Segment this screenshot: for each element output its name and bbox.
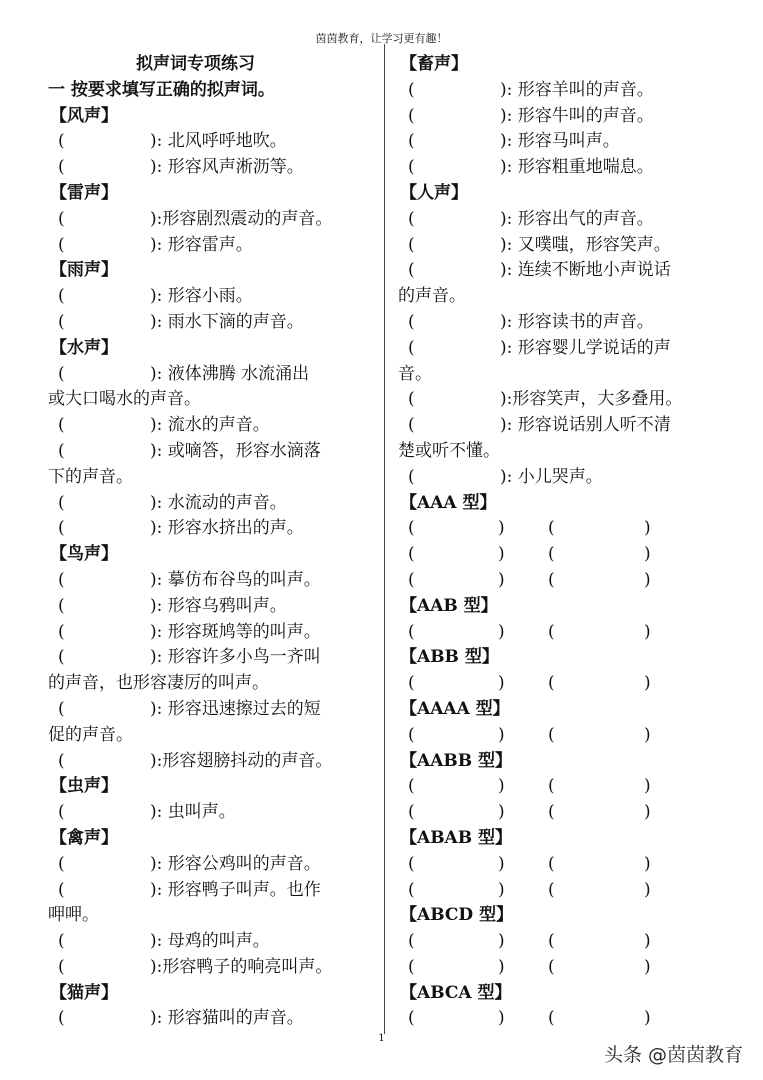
answer-blank-open: (	[58, 750, 65, 771]
answer-blank-open: (	[58, 234, 65, 255]
answer-blank-open: (	[408, 234, 415, 255]
answer-blank-close: )	[644, 931, 651, 952]
exercise-item	[48, 929, 373, 955]
answer-blank-open: (	[58, 1008, 65, 1029]
right-column	[398, 52, 728, 1032]
item-description-continued: 音。	[398, 363, 432, 384]
exercise-item	[48, 594, 373, 620]
answer-pair-row	[398, 620, 728, 646]
exercise-item	[48, 852, 373, 878]
exercise-item	[48, 310, 373, 336]
answer-blank-open: (	[408, 621, 415, 642]
exercise-item	[48, 620, 373, 646]
item-description-continued: 的声音，也形容凄厉的叫声。	[48, 673, 269, 694]
answer-blank-open: (	[548, 956, 555, 977]
answer-blank-open: (	[408, 260, 415, 281]
pattern-heading: 【ABCD 型】	[400, 905, 514, 926]
exercise-item	[48, 155, 373, 181]
answer-blank-close: )	[644, 544, 651, 565]
answer-pair-row	[398, 671, 728, 697]
answer-blank-open: (	[58, 621, 65, 642]
exercise-item	[398, 336, 728, 362]
page-number: 1	[378, 1033, 385, 1044]
item-description: ): 形容出气的声音。	[500, 208, 654, 229]
answer-blank-open: (	[58, 956, 65, 977]
answer-blank-close: )	[644, 569, 651, 590]
answer-blank-open: (	[58, 647, 65, 668]
answer-pair-row	[398, 800, 728, 826]
answer-pair-row	[398, 1006, 728, 1032]
exercise-item	[48, 749, 373, 775]
item-description: ): 小儿哭声。	[500, 466, 603, 487]
answer-blank-open: (	[58, 363, 65, 384]
answer-blank-open: (	[58, 286, 65, 307]
answer-blank-close: )	[498, 956, 505, 977]
item-description-continued: 下的声音。	[48, 466, 133, 487]
answer-blank-open: (	[408, 724, 415, 745]
item-description: ):形容鸭子的响亮叫声。	[150, 956, 333, 977]
item-description: ):形容剧烈震动的声音。	[150, 208, 333, 229]
exercise-item	[48, 955, 373, 981]
answer-blank-close: )	[644, 879, 651, 900]
pattern-heading: 【AAAA 型】	[400, 698, 510, 719]
answer-blank-open: (	[408, 569, 415, 590]
item-description: ):形容笑声，大多叠用。	[500, 389, 683, 410]
item-description-continued: 的声音。	[398, 286, 466, 307]
item-description: ): 形容牛叫的声音。	[500, 105, 654, 126]
answer-blank-open: (	[408, 776, 415, 797]
category-heading: 【猫声】	[50, 982, 118, 1003]
answer-blank-close: )	[498, 931, 505, 952]
item-description: ): 虫叫声。	[150, 802, 236, 823]
answer-blank-open: (	[408, 337, 415, 358]
answer-blank-open: (	[58, 157, 65, 178]
answer-blank-open: (	[58, 208, 65, 229]
exercise-item	[48, 413, 373, 439]
item-description: ): 形容小雨。	[150, 286, 253, 307]
page-header: 茵茵教育，让学习更有趣！	[315, 32, 448, 45]
answer-blank-open: (	[408, 389, 415, 410]
answer-blank-open: (	[548, 802, 555, 823]
category-heading: 【水声】	[50, 337, 118, 358]
item-description: ): 水流动的声音。	[150, 492, 287, 513]
answer-pair-row	[398, 955, 728, 981]
item-description: ): 摹仿布谷鸟的叫声。	[150, 569, 321, 590]
item-description: ): 连续不断地小声说话	[500, 260, 671, 281]
answer-blank-close: )	[498, 621, 505, 642]
exercise-item	[48, 878, 373, 904]
pattern-heading: 【ABAB 型】	[400, 827, 513, 848]
answer-blank-close: )	[498, 879, 505, 900]
exercise-item	[48, 362, 373, 388]
watermark: 头条 @茵茵教育	[603, 1044, 743, 1066]
answer-blank-open: (	[548, 673, 555, 694]
answer-blank-close: )	[644, 724, 651, 745]
answer-blank-open: (	[548, 621, 555, 642]
answer-blank-open: (	[408, 673, 415, 694]
answer-blank-open: (	[408, 544, 415, 565]
exercise-item	[398, 104, 728, 130]
answer-blank-close: )	[644, 956, 651, 977]
answer-pair-row	[398, 852, 728, 878]
item-description-continued: 或大口喝水的声音。	[48, 389, 201, 410]
answer-blank-close: )	[498, 724, 505, 745]
item-description: ): 形容婴儿学说话的声	[500, 337, 671, 358]
answer-pair-row	[398, 542, 728, 568]
item-description: ): 流水的声音。	[150, 415, 270, 436]
answer-blank-open: (	[408, 415, 415, 436]
category-heading: 【禽声】	[50, 827, 118, 848]
item-description: ): 形容雷声。	[150, 234, 253, 255]
answer-blank-open: (	[548, 569, 555, 590]
answer-blank-close: )	[498, 853, 505, 874]
item-description: ): 形容马叫声。	[500, 131, 620, 152]
answer-blank-close: )	[644, 673, 651, 694]
item-description: ): 形容迅速擦过去的短	[150, 698, 321, 719]
answer-blank-open: (	[548, 1008, 555, 1029]
answer-blank-open: (	[58, 415, 65, 436]
exercise-item	[48, 697, 373, 723]
answer-blank-open: (	[58, 569, 65, 590]
category-heading: 【鸟声】	[50, 544, 118, 565]
exercise-item	[398, 207, 728, 233]
exercise-item	[48, 284, 373, 310]
exercise-item	[48, 439, 373, 465]
answer-blank-open: (	[408, 853, 415, 874]
answer-blank-open: (	[408, 1008, 415, 1029]
answer-blank-open: (	[548, 544, 555, 565]
answer-blank-close: )	[644, 776, 651, 797]
exercise-item	[398, 310, 728, 336]
answer-blank-open: (	[548, 853, 555, 874]
answer-blank-open: (	[408, 157, 415, 178]
answer-blank-close: )	[498, 518, 505, 539]
answer-blank-open: (	[408, 105, 415, 126]
item-description: ): 形容说话别人听不清	[500, 415, 671, 436]
answer-pair-row	[398, 929, 728, 955]
exercise-item	[48, 491, 373, 517]
answer-blank-open: (	[548, 879, 555, 900]
exercise-item	[398, 129, 728, 155]
item-description: ): 形容风声淅沥等。	[150, 157, 304, 178]
exercise-item	[48, 645, 373, 671]
answer-blank-open: (	[408, 879, 415, 900]
item-description-continued: 促的声音。	[48, 724, 133, 745]
item-description: ): 形容猫叫的声音。	[150, 1008, 304, 1029]
answer-blank-close: )	[644, 518, 651, 539]
answer-blank-open: (	[408, 802, 415, 823]
answer-blank-open: (	[58, 492, 65, 513]
pattern-heading: 【AABB 型】	[400, 750, 513, 771]
answer-blank-open: (	[548, 724, 555, 745]
pattern-heading: 【ABB 型】	[400, 647, 499, 668]
item-description: ): 母鸡的叫声。	[150, 931, 270, 952]
answer-blank-open: (	[408, 131, 415, 152]
item-description: ): 又噗嗤，形容笑声。	[500, 234, 671, 255]
answer-blank-open: (	[58, 802, 65, 823]
answer-blank-open: (	[548, 518, 555, 539]
item-description: ): 形容公鸡叫的声音。	[150, 853, 321, 874]
exercise-item	[48, 800, 373, 826]
exercise-item	[398, 465, 728, 491]
item-description: ): 形容斑鸠等的叫声。	[150, 621, 321, 642]
answer-blank-open: (	[58, 931, 65, 952]
item-description: ): 液体沸腾 水流涌出	[150, 363, 310, 384]
pattern-heading: 【AAA 型】	[400, 492, 497, 513]
item-description: ): 形容乌鸦叫声。	[150, 595, 287, 616]
answer-blank-close: )	[498, 776, 505, 797]
category-heading: 【人声】	[400, 182, 468, 203]
category-heading: 【风声】	[50, 105, 118, 126]
item-description: ):形容翅膀抖动的声音。	[150, 750, 333, 771]
pattern-heading: 【AAB 型】	[400, 595, 498, 616]
category-heading: 【畜声】	[400, 54, 468, 74]
item-description: ): 北风呼呼地吹。	[150, 131, 287, 152]
answer-blank-open: (	[548, 931, 555, 952]
item-description-continued: 呷呷。	[48, 905, 99, 926]
answer-blank-open: (	[58, 879, 65, 900]
item-description: ): 形容羊叫的声音。	[500, 79, 654, 100]
exercise-item	[48, 516, 373, 542]
answer-blank-close: )	[644, 802, 651, 823]
answer-blank-open: (	[58, 131, 65, 152]
answer-blank-close: )	[498, 544, 505, 565]
answer-pair-row	[398, 878, 728, 904]
answer-blank-open: (	[408, 208, 415, 229]
answer-pair-row	[398, 774, 728, 800]
answer-blank-open: (	[58, 595, 65, 616]
category-heading: 【雨声】	[50, 260, 118, 281]
exercise-item	[48, 1006, 373, 1032]
answer-blank-open: (	[548, 776, 555, 797]
exercise-item	[398, 78, 728, 104]
answer-blank-close: )	[644, 621, 651, 642]
category-heading: 【雷声】	[50, 182, 118, 203]
item-description: ): 形容鸭子叫声。也作	[150, 879, 321, 900]
answer-blank-open: (	[408, 79, 415, 100]
answer-blank-open: (	[408, 956, 415, 977]
item-description: ): 或嘀答，形容水滴落	[150, 440, 321, 461]
answer-blank-open: (	[58, 311, 65, 332]
answer-blank-open: (	[408, 931, 415, 952]
exercise-item	[48, 233, 373, 259]
item-description: ): 雨水下滴的声音。	[150, 311, 304, 332]
answer-blank-open: (	[408, 311, 415, 332]
answer-blank-close: )	[498, 802, 505, 823]
answer-pair-row	[398, 568, 728, 594]
exercise-item	[398, 233, 728, 259]
pattern-heading: 【ABCA 型】	[400, 982, 512, 1003]
worksheet-title: 拟声词专项练习	[136, 54, 255, 74]
exercise-item	[48, 129, 373, 155]
exercise-item	[48, 207, 373, 233]
exercise-item	[48, 568, 373, 594]
answer-blank-close: )	[644, 1008, 651, 1029]
answer-blank-open: (	[408, 466, 415, 487]
exercise-item	[398, 155, 728, 181]
item-description: ): 形容读书的声音。	[500, 311, 654, 332]
item-description-continued: 楚或听不懂。	[398, 440, 500, 461]
section-heading: 一 按要求填写正确的拟声词。	[48, 79, 275, 100]
exercise-item	[398, 413, 728, 439]
answer-pair-row	[398, 516, 728, 542]
item-description: ): 形容粗重地喘息。	[500, 157, 654, 178]
answer-blank-close: )	[498, 569, 505, 590]
answer-blank-close: )	[498, 1008, 505, 1029]
left-column	[48, 52, 373, 1032]
answer-pair-row	[398, 723, 728, 749]
answer-blank-open: (	[58, 698, 65, 719]
category-heading: 【虫声】	[50, 776, 118, 797]
exercise-item	[398, 258, 728, 284]
column-divider	[384, 44, 385, 1034]
answer-blank-close: )	[498, 673, 505, 694]
answer-blank-open: (	[58, 853, 65, 874]
answer-blank-open: (	[408, 518, 415, 539]
answer-blank-open: (	[58, 440, 65, 461]
item-description: ): 形容水挤出的声。	[150, 518, 304, 539]
answer-blank-close: )	[644, 853, 651, 874]
answer-blank-open: (	[58, 518, 65, 539]
exercise-item	[398, 387, 728, 413]
item-description: ): 形容许多小鸟一齐叫	[150, 647, 321, 668]
